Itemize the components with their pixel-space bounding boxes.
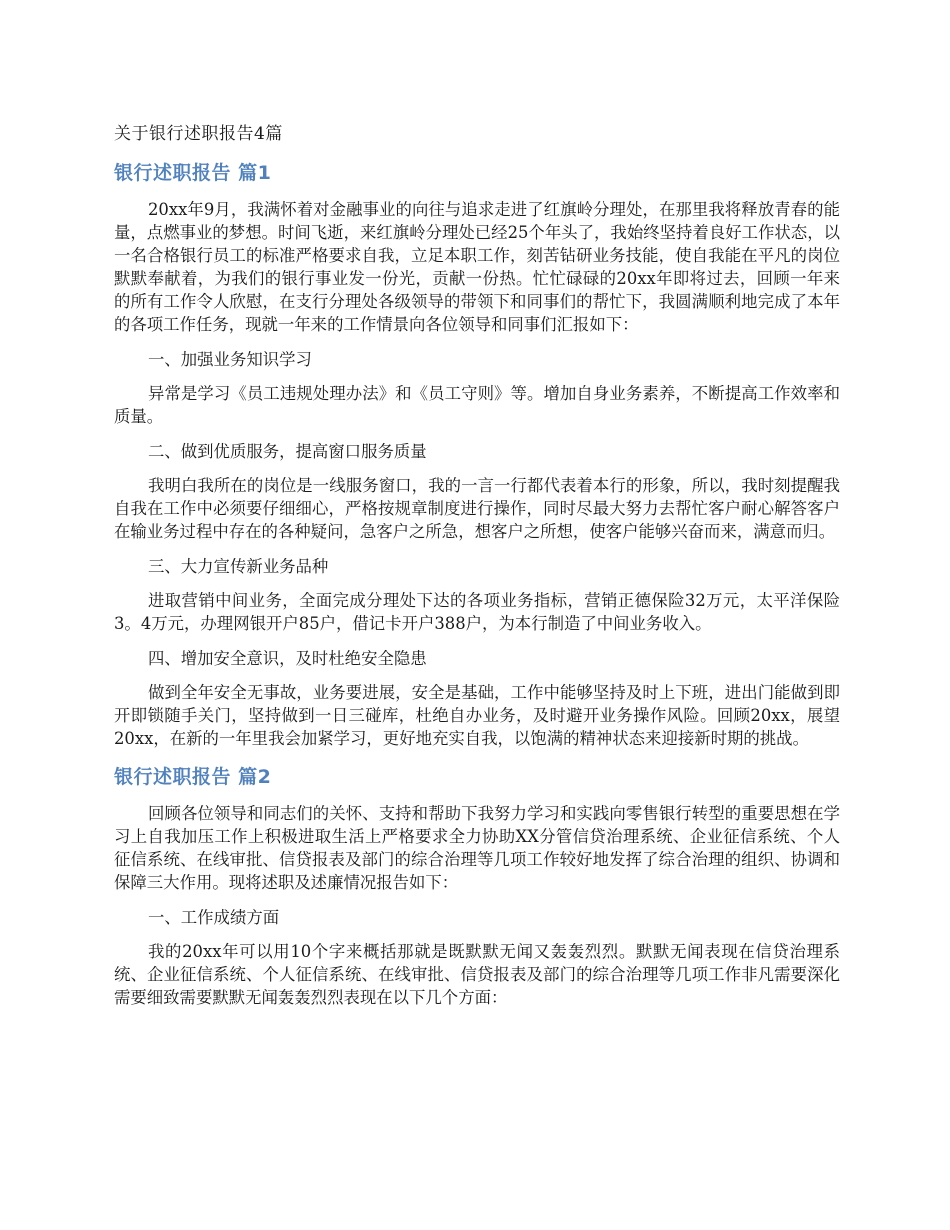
paragraph: 我明白我所在的岗位是一线服务窗口，我的一言一行都代表着本行的形象，所以，我时刻提醒我自我在工作中必须要仔细细心，严格按规章制度进行操作，同时尽最大努力去帮忙客户耐心解答客户在输业务过程中存在的各种疑问，急客户之所急，想客户之所想，使客户能够兴奋而来，满意而归。 [114, 476, 840, 541]
subheading: 一、加强业务知识学习 [148, 350, 312, 369]
paragraph: 20xx年9月，我满怀着对金融事业的向往与追求走进了红旗岭分理处，在那里我将释放青春的能量，点燃事业的梦想。时间飞逝，来红旗岭分理处已经25个年头了，我始终坚持着良好工作状态，以一名合格银行员工的标准严格要求自我，立足本职工作，刻苦钻研业务技能，使自我能在平凡的岗位默默奉献着，为我们的银行事业发一份光，贡献一份热。忙忙碌碌的20xx年即将过去，回顾一年来的所有工作令人欣慰，在支行分理处各级领导的带领下和同事们的帮忙下，我圆满顺利地完成了本年的各项工作任务，现就一年来的工作情景向各位领导和同事们汇报如下： [114, 200, 840, 334]
section-heading: 银行述职报告 篇2 [114, 766, 272, 788]
section-2 [114, 764, 840, 1009]
subheading: 一、工作成绩方面 [148, 908, 280, 927]
paragraph: 我的20xx年可以用10个字来概括那就是既默默无闻又轰轰烈烈。默默无闻表现在信贷治理系统、企业征信系统、个人征信系统、在线审批、信贷报表及部门的综合治理等几项工作非凡需要深化需要细致需要默默无闻轰轰烈烈表现在以下几个方面： [114, 942, 840, 1007]
subheading: 二、做到优质服务，提高窗口服务质量 [148, 442, 427, 461]
paragraph: 进取营销中间业务，全面完成分理处下达的各项业务指标，营销正德保险32万元，太平洋保险3。4万元，办理网银开户85户，借记卡开户388户，为本行制造了中间业务收入。 [114, 591, 840, 633]
paragraph: 做到全年安全无事故，业务要进展，安全是基础，工作中能够坚持及时上下班，进出门能做到即开即锁随手关门，坚持做到一日三碰库，杜绝自办业务，及时避开业务操作风险。回顾20xx，展望20xx，在新的一年里我会加紧学习，更好地充实自我，以饱满的精神状态来迎接新时期的挑战。 [114, 683, 840, 748]
paragraph: 回顾各位领导和同志们的关怀、支持和帮助下我努力学习和实践向零售银行转型的重要思想在学习上自我加压工作上积极进取生活上严格要求全力协助XX分管信贷治理系统、企业征信系统、个人征信系统、在线审批、信贷报表及部门的综合治理等几项工作较好地发挥了综合治理的组织、协调和保障三大作用。现将述职及述廉情况报告如下： [114, 804, 840, 892]
document-title: 关于银行述职报告4篇 [114, 124, 283, 144]
paragraph: 异常是学习《员工违规处理办法》和《员工守则》等。增加自身业务素养，不断提高工作效率和质量。 [114, 384, 840, 426]
document-page [114, 122, 840, 1021]
section-heading: 银行述职报告 篇1 [114, 162, 272, 184]
subheading: 三、大力宣传新业务品种 [148, 557, 329, 576]
section-1 [114, 160, 840, 750]
subheading: 四、增加安全意识，及时杜绝安全隐患 [148, 649, 427, 668]
